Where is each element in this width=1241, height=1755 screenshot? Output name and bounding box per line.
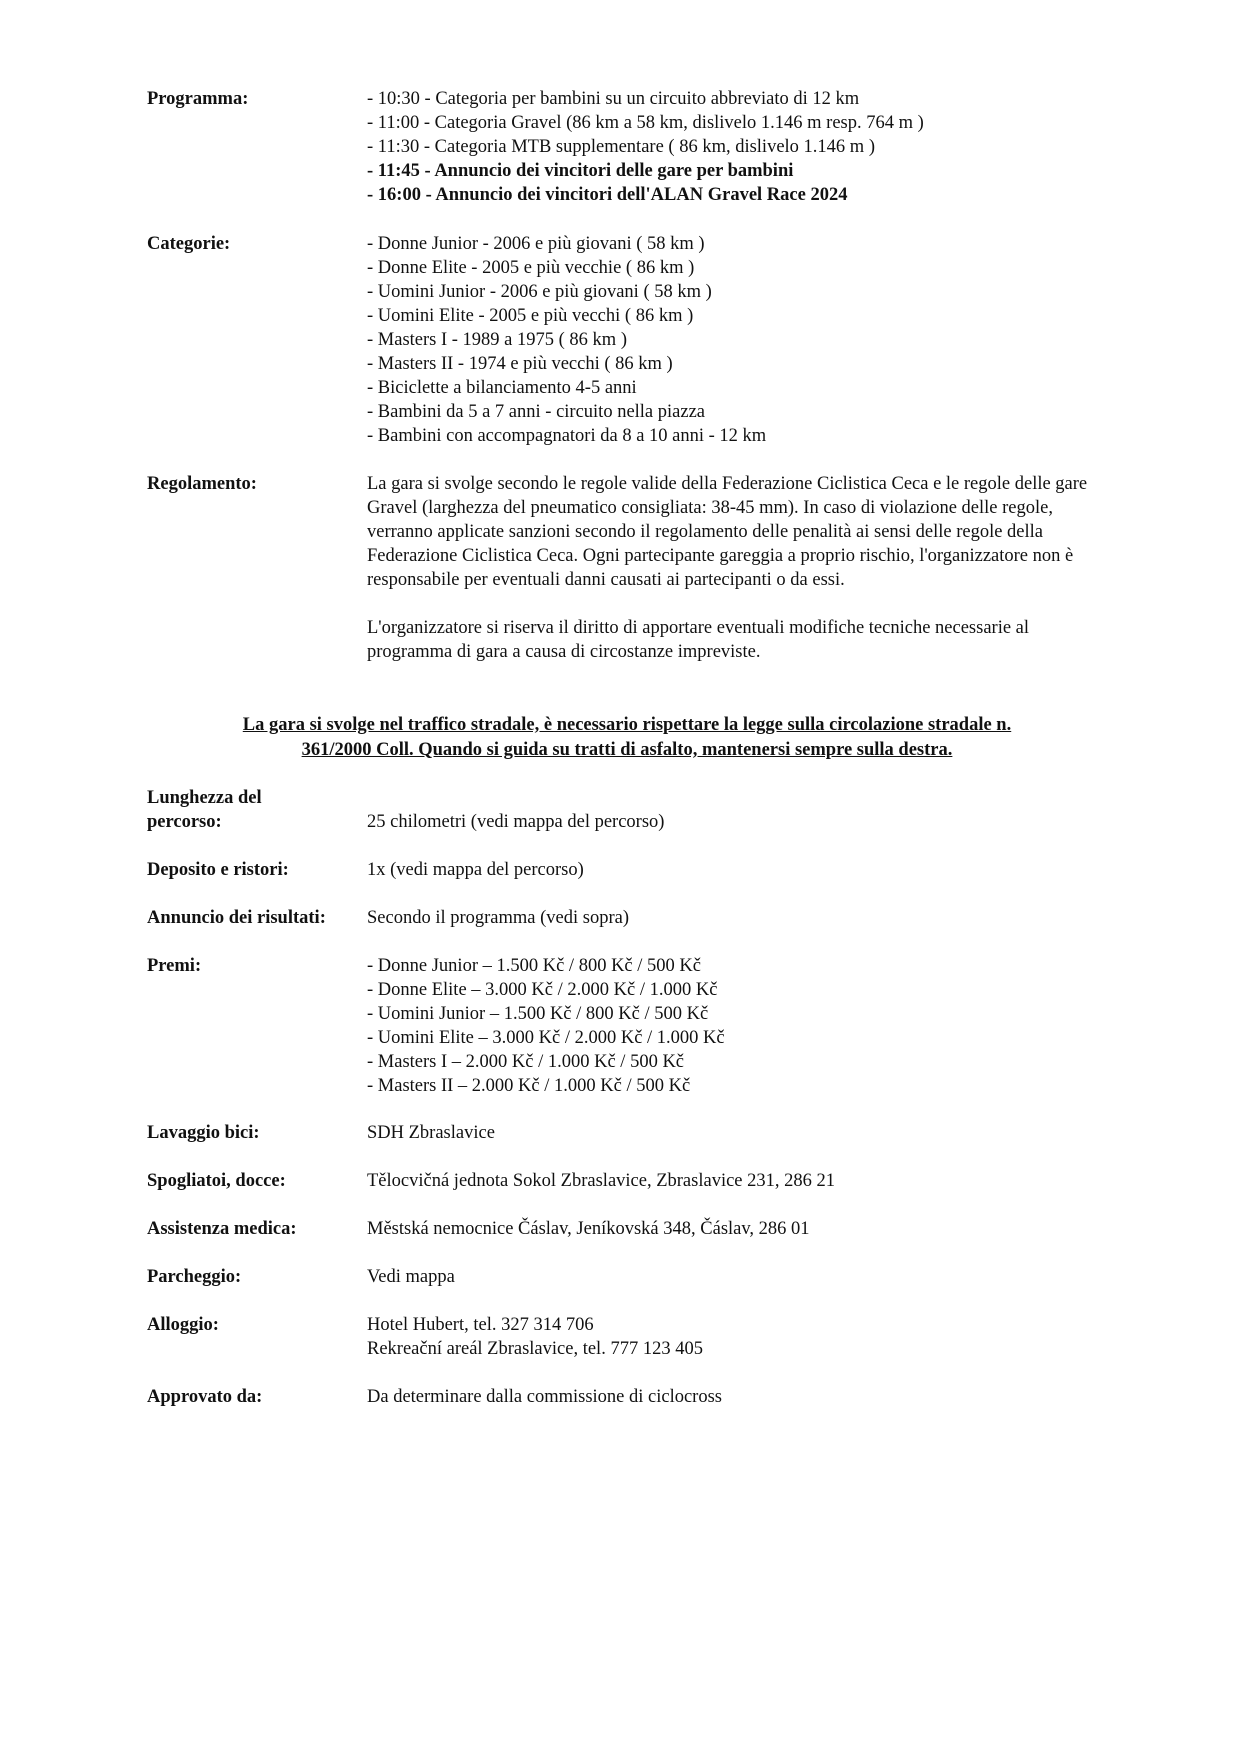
categorie-item: - Uomini Elite - 2005 e più vecchi ( 86 km ) — [367, 306, 694, 326]
programma-item: - 11:00 - Categoria Gravel (86 km a 58 km, dislivelo 1.146 m resp. 764 m ) — [367, 113, 924, 133]
categorie-item: - Masters I - 1989 a 1975 ( 86 km ) — [367, 330, 627, 350]
spogliatoi-label: Spogliatoi, docce: — [147, 1171, 286, 1191]
parcheggio-label: Parcheggio: — [147, 1267, 242, 1287]
alloggio-line: Hotel Hubert, tel. 327 314 706 — [367, 1315, 594, 1335]
lavaggio-value: SDH Zbraslavice — [367, 1123, 495, 1143]
programma-list — [367, 87, 1087, 207]
categorie-item: - Donne Elite - 2005 e più vecchie ( 86 km ) — [367, 258, 695, 278]
categorie-item: - Bambini da 5 a 7 anni - circuito nella piazza — [367, 402, 706, 422]
regolamento-label: Regolamento: — [147, 474, 257, 494]
programma-item: - 11:45 - Annuncio dei vincitori delle gare per bambini — [367, 161, 794, 181]
premi-item: - Masters II – 2.000 Kč / 1.000 Kč / 500 Kč — [367, 1076, 691, 1096]
lunghezza-label-line: percorso: — [147, 812, 222, 832]
categorie-item: - Biciclette a bilanciamento 4-5 anni — [367, 378, 637, 398]
lunghezza-value: 25 chilometri (vedi mappa del percorso) — [367, 812, 665, 832]
assistenza-value: Městská nemocnice Čáslav, Jeníkovská 348, Čáslav, 286 01 — [367, 1219, 810, 1239]
assistenza-label: Assistenza medica: — [147, 1219, 297, 1239]
categorie-list — [367, 232, 1087, 448]
lunghezza-label — [147, 786, 357, 834]
regolamento-paragraph: La gara si svolge secondo le regole valide della Federazione Ciclistica Ceca e le regole delle gare Gravel (larghezza del pneumatico consigliata: 38-45 mm). In caso di violazione delle regole, verranno applicate sanzioni secondo il regolamento delle penalità ai sensi delle regole della Federazione Ciclistica Ceca. Ogni partecipante gareggia a proprio rischio, l'organizzatore non è responsabile per eventuali danni causati ai partecipanti o da essi. — [367, 474, 1088, 590]
deposito-label: Deposito e ristori: — [147, 860, 289, 880]
approvato-value: Da determinare dalla commissione di ciclocross — [367, 1387, 722, 1407]
premi-list — [367, 954, 1087, 1098]
approvato-label: Approvato da: — [147, 1387, 263, 1407]
alloggio-value — [367, 1313, 1087, 1361]
premi-label: Premi: — [147, 956, 202, 976]
traffic-notice-line: La gara si svolge nel traffico stradale, è necessario rispettare la legge sulla circolazione stradale n. — [242, 715, 1012, 735]
premi-item: - Masters I – 2.000 Kč / 1.000 Kč / 500 Kč — [367, 1052, 685, 1072]
deposito-value: 1x (vedi mappa del percorso) — [367, 860, 584, 880]
categorie-item: - Donne Junior - 2006 e più giovani ( 58 km ) — [367, 234, 705, 254]
premi-item: - Donne Junior – 1.500 Kč / 800 Kč / 500 Kč — [367, 956, 701, 976]
programma-item: - 11:30 - Categoria MTB supplementare ( 86 km, dislivelo 1.146 m ) — [367, 137, 875, 157]
programma-item: - 16:00 - Annuncio dei vincitori dell'ALAN Gravel Race 2024 — [367, 185, 848, 205]
parcheggio-value: Vedi mappa — [367, 1267, 455, 1287]
programma-item: - 10:30 - Categoria per bambini su un circuito abbreviato di 12 km — [367, 89, 860, 109]
categorie-item: - Masters II - 1974 e più vecchi ( 86 km ) — [367, 354, 673, 374]
regolamento-text — [367, 472, 1097, 664]
categorie-item: - Uomini Junior - 2006 e più giovani ( 58 km ) — [367, 282, 712, 302]
alloggio-label: Alloggio: — [147, 1315, 219, 1335]
annuncio-value: Secondo il programma (vedi sopra) — [367, 908, 630, 928]
categorie-item: - Bambini con accompagnatori da 8 a 10 anni - 12 km — [367, 426, 767, 446]
premi-item: - Uomini Junior – 1.500 Kč / 800 Kč / 500 Kč — [367, 1004, 709, 1024]
programma-label: Programma: — [147, 89, 249, 109]
premi-item: - Donne Elite – 3.000 Kč / 2.000 Kč / 1.000 Kč — [367, 980, 718, 1000]
spogliatoi-value: Tělocvičná jednota Sokol Zbraslavice, Zbraslavice 231, 286 21 — [367, 1171, 836, 1191]
premi-item: - Uomini Elite – 3.000 Kč / 2.000 Kč / 1.000 Kč — [367, 1028, 725, 1048]
annuncio-label: Annuncio dei risultati: — [147, 908, 326, 928]
regolamento-paragraph: L'organizzatore si riserva il diritto di apportare eventuali modifiche tecniche necessarie al programma di gara a causa di circostanze impreviste. — [367, 618, 1030, 662]
traffic-notice — [147, 713, 1107, 763]
lunghezza-label-line: Lunghezza del — [147, 788, 262, 808]
traffic-notice-line: 361/2000 Coll. Quando si guida su tratti di asfalto, mantenersi sempre sulla destra. — [301, 740, 953, 760]
lavaggio-label: Lavaggio bici: — [147, 1123, 260, 1143]
categorie-label: Categorie: — [147, 234, 231, 254]
alloggio-line: Rekreační areál Zbraslavice, tel. 777 123 405 — [367, 1339, 703, 1359]
